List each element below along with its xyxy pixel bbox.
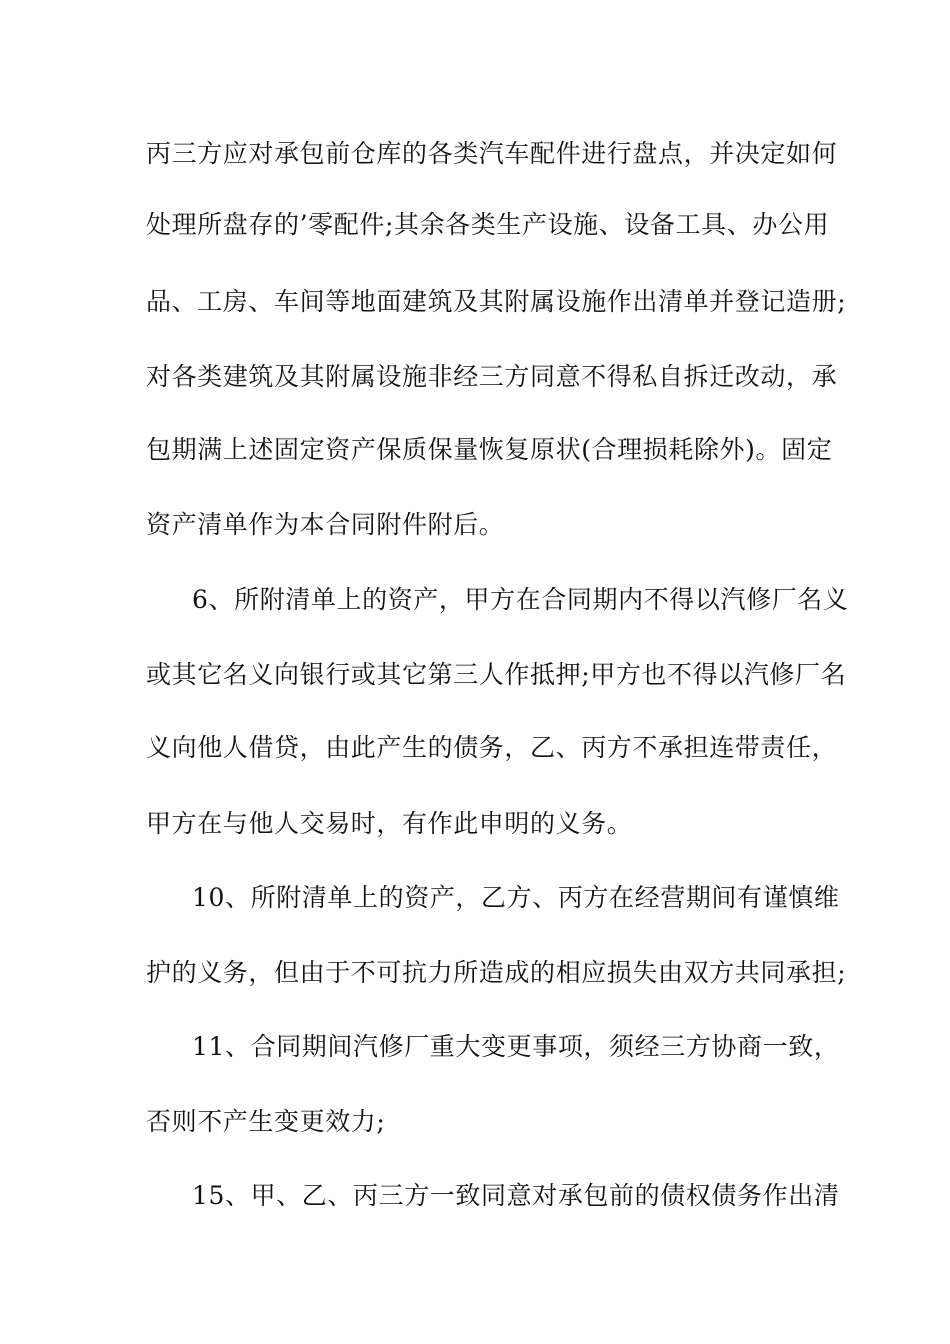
paragraph-start-11: 11、合同期间汽修厂重大变更事项，须经三方协商一致， <box>192 1032 840 1061</box>
paragraph-start-10: 10、所附清单上的资产，乙方、丙方在经营期间有谨慎维 <box>192 883 840 912</box>
paragraph-start-15: 15、甲、乙、丙三方一致同意对承包前的债权债务作出清 <box>192 1181 840 1210</box>
text-line: 甲方在与他人交易时，有作此申明的义务。 <box>146 809 633 838</box>
text-line: 否则不产生变更效力; <box>146 1107 386 1136</box>
text-line: 对各类建筑及其附属设施非经三方同意不得私自拆迁改动，承 <box>146 362 838 391</box>
text-line: 护的义务，但由于不可抗力所造成的相应损失由双方共同承担; <box>146 958 847 987</box>
text-line: 资产清单作为本合同附件附后。 <box>146 510 505 539</box>
text-line: 处理所盘存的’零配件;其余各类生产设施、设备工具、办公用 <box>146 210 830 239</box>
paragraph-start-6: 6、所附清单上的资产，甲方在合同期内不得以汽修厂名义 <box>192 585 849 614</box>
text-line: 品、工房、车间等地面建筑及其附属设施作出清单并登记造册; <box>146 287 847 316</box>
text-line: 包期满上述固定资产保质保量恢复原状(合理损耗除外)。固定 <box>146 435 833 464</box>
text-line: 或其它名义向银行或其它第三人作抵押;甲方也不得以汽修厂名 <box>146 660 847 689</box>
text-line: 丙三方应对承包前仓库的各类汽车配件进行盘点，并决定如何 <box>146 139 838 168</box>
text-line: 义向他人借贷，由此产生的债务，乙、丙方不承担连带责任， <box>146 733 838 762</box>
